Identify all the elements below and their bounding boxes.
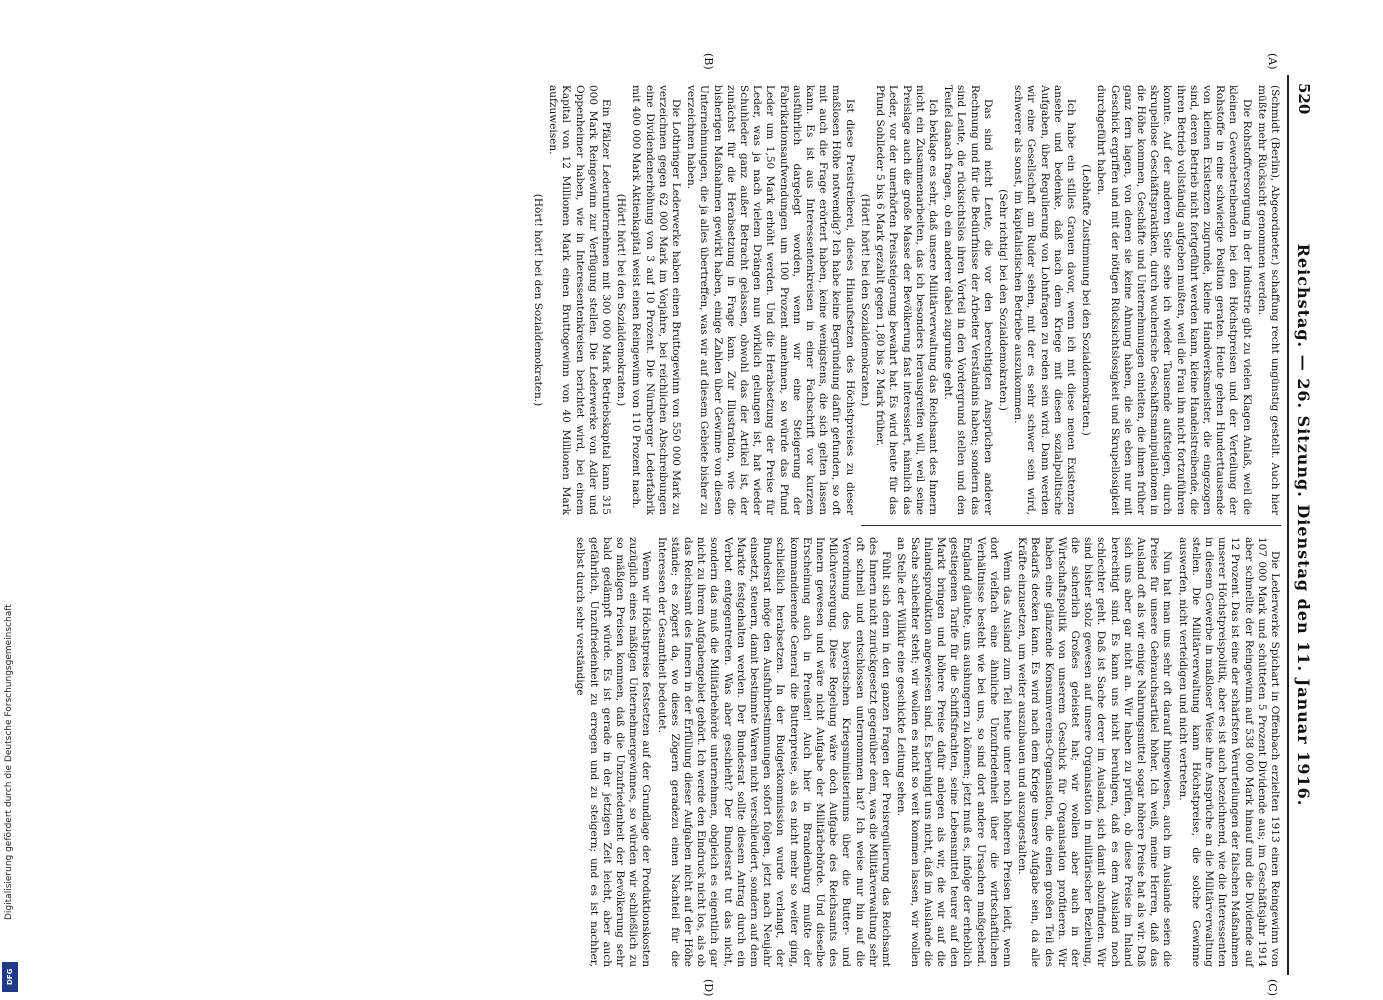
paragraph: Nun hat man uns sehr oft darauf hingewiesen, auch im Auslande seien die Preise für unsere Gebrauchsartikel höher. Ich weiß, meine Herren, daß das Ausland oft als wir einige Nahrungsmittel sogar höhere Preise hat als wir. Daß sich uns aber gar nicht an. Wir haben zu prüfen, ob diese Preise im Inland berechtigt sind. Es kann uns nicht beruhigen, daß es dem Ausland noch schlechter geht. Daß ist Sache derer im Ausland, sich damit abzufinden. Wir sind bisher stolz gewesen auf unsere Organisation in militärischer Beziehung, die sicherlich Großes geleistet hat; wir wollen aber auch in der Wirtschaftspolitik von unserem Geschick für Organisation profitieren. Wir haben eine glänzende Konsumvereins-Organisation, die einen großen Teil des Bedarfs decken kann. Es wird nach dem Kriege unsere Aufgabe sein, da alle Kräfte einzusetzen, um weiter auszubauen und auszugestalten. <box>1016 537 1174 967</box>
paragraph: Das sind nicht Leute, die vor den berechtigten Ansprüchen anderer Rechnung und für die Bedürfnisse der Arbeiter Verständnis haben; sondern das sind Leute, die rücksichtslos ihren Vorteil in den Vordergrund stellen und den Teufel danach fragen, ob ein anderer dabei zugrunde geht. <box>942 85 994 515</box>
digitization-credit: Digitalisierung gefördert durch die Deutsche Forschungsgemeinschaft <box>4 604 14 920</box>
document-page <box>55 53 1315 997</box>
paragraph: Die Rohstoffversorgung in der Industrie gibt zu vielen Klagen Anlaß, weil die kleinen Gewerbetreibenden bei den Höchstpreisen und der Verteilung der Rohstoffe in eine schwierige Position geraten. Heute gehen Hunderttausende von kleinen Existenzen zugrunde, kleine Handwerksmeister, die eingezogen sind, deren Betrieb nicht fortgeführt werden kann, kleine Handelstreibende, die ihren Betrieb vollständig aufgeben mußten, weil die Frau ihn nicht fortzuführen konnte. Auf der anderen Seite sehe ich wieder Tausende aufsteigen, durch skrupellose Geschäftspraktiken, durch wucherische Geschäftsmanipulationen in die Höhe kommen, Geschäfte und Unternehmungen einleiten, die ihnen früher ganz fern lagen, von denen sie keine Ahnung haben, die sie eben nur mit Geschick ergriffen und mit der nötigen Rücksichtslosigkeit und Skrupellosigkeit durchgeführt haben. <box>1095 85 1253 515</box>
margin-letter-b: (B) <box>702 53 715 70</box>
margin-letter-c: (C) <box>1266 979 1279 996</box>
left-column <box>529 85 1281 515</box>
page-number: 520 <box>1295 83 1313 115</box>
paragraph: Ich beklage es sehr, daß unsere Militärverwaltung das Reichsamt des Innern nicht ein Zusammenarbeiten, das ich besonders herausgreifen will, weil seine Preislage auch die große Masse der Bevölkerung fast interessiert, nämlich das Leder, vor der unerhörten Preissteigerung bewahrt hat. Es wird heute für das Pfund Sohlleder 5 bis 6 Mark gezahlt gegen 1,80 bis 2 Mark früher. <box>874 85 939 515</box>
interjection: (Lebhafte Zustimmung bei den Sozialdemokraten.) <box>1080 164 1093 436</box>
page-title: Reichstag. — 26. Sitzung. Dienstag den 11. Januar 1916. <box>1294 243 1313 807</box>
column-divider <box>861 525 1281 526</box>
paragraph: Die Lothringer Lederwerke haben einen Bruttogewinn von 550 000 Mark zu verzeichnen gegen 62 000 Mark im Vorjahre, bei reichlichen Abschreibungen eine Dividendenerhöhung von 3 auf 10 Prozent. Die Nürnberger Lederfabrik mit 400 000 Mark Aktienkapital weist einen Reingewinn von 110 Prozent nach. <box>630 85 683 515</box>
paragraph: Wenn das Ausland zum Teil heute unter noch höheren Preisen leidt, wenn dort vielfach eine ähnliche Unzufriedenheit über die wirtschaftlichen Verhältnisse besteht wie bei uns, so sind dort andere Ursachen maßgebend. England glaubte, uns aushungern zu können; jetzt muß es, infolge der erheblich gestiegenen Tarife für die Schiffsfrachten, seine Lebensmittel teurer auf den Markt bringen und höhere Preise dafür anlegen als wir, die wir auf die Inlandsproduktion angewiesen sind. Es beruhigt uns nicht, daß im Auslande die Sache schlechter steht; wir wollen es nicht so weit kommen lassen, wir wollen an Stelle der Willkür eine geschickte Leitung sehen. <box>895 537 1013 967</box>
paragraph: Fühlt sich denn in den ganzen Fragen der Preisregulierung das Reichsamt des Innern nicht zurückgesetzt gegenüber dem, was die Militärverwaltung sehr oft schnell und entschlossen unternommen hat? Ich weise nur hin auf die Verordnung des bayerischen Kriegsministeriums über die Butter- und Milchversorgung. Diese Regelung wäre doch Aufgabe des Reichsamts des Innern gewesen und wäre nicht Aufgabe der Militärbehörde. Und dieselbe Erscheinung auch in Preußen! Auch hier in Brandenburg mußte der kommandierende General die Butterpreise, als es nicht mehr so weiter ging, schließlich herabsetzen. In der Budgetkommission wurde verlangt, der Bundesrat möge den Ausfuhrbestimmungen sofort folgen, jetzt nach Neujahr einsetzt, steuern, damit bestimmte Waren nicht verschleudert, sondern auf dem Markte festgehalten werden. Der Bundesrat sollte diesem Antrag durch ein Verbot entgegentreten. Was aber geschieht? Der Bundesrat tut das nicht, sondern das muß die Militärbehörde unternehmen, obgleich es eigentlich gar nicht zu ihrem Aufgabengebiet gehört. Ich werde den Eindruck nicht los, als ob das Reichsamt des Innern in der Erfüllung dieser Aufgaben nicht auf der Höhe stände; es zögert da, wo dieses Zögern geradezu einen Nachteil für die Interessen der Gesamtheit bedeutet. <box>655 537 893 967</box>
interjection: (Sehr richtig! bei den Sozialdemokraten.) <box>996 189 1009 411</box>
paragraph: Ist diese Preistreiberei, dieses Hinaufsetzen des Höchstpreises zu dieser maßlosen Höhe notwendig? Ich habe keine Begründung dafür gefunden, so oft mit auch die Frage erörtert haben, keine wenigstens, die sich gelten lassen kann. Es ist aus Interessentenkreisen in einer Fachschrift vor kurzem ausführlich dargelegt worden, wenn wir eine Steigerung der Fabrikationsaufwendungen um 100 Prozent annehmen, so würde das Pfund Leder um 1,50 Mark erhöht werden. Und die Herabsetzung der Preise für Leder, was ja nach vielem Drängen nun wirklich gelungen ist, hat wieder Schuhleder ganz außer Betracht gelassen, obwohl das der Artikel ist, der zunächst für die Herabsetzung in Frage kam. Zur Illustration, wie die bisherigen Maßnahmen gewirkt haben, einige Zahlen über Gewinne von diesen Unternehmungen, die ja alles übertreffen, was wir auf diesem Gebiete bisher zu verzeichnen haben. <box>685 85 856 515</box>
page-header <box>1287 75 1315 975</box>
dfg-logo: DFG <box>2 962 18 992</box>
interjection: (Hört! hört! bei den Sozialdemokraten.) <box>532 193 545 407</box>
interjection: (Hört! hört! bei den Sozialdemokraten.) <box>615 193 628 407</box>
paragraph: Die Lederwerke Spichart in Offenbach erzielten 1913 einen Reingewinn von 107 000 Mark und schütteten 5 Prozent Dividende aus; im Geschäftsjahr 1914 aber schnellte der Reingewinn auf 538 000 Mark hinauf und die Dividende auf 12 Prozent. Das ist eine der schärfsten Verurteilungen der falschen Maßnahmen unserer Höchstpreispolitik, aber es ist auch bezeichnend, wie die Interessenten in diesem Gewerbe in maßloser Weise ihre Ansprüche an die Militärverwaltung stellen. Die Militärverwaltung kann Höchstpreise, die solche Gewinne auswerfen, nicht verteidigen und nicht vertreten. <box>1176 537 1281 967</box>
margin-letter-a: (A) <box>1266 53 1279 70</box>
paragraph: Ein Pfälzer Lederunternehmen mit 300 000 Mark Betriebskapital kann 315 000 Mark Reingewinn zur Verfügung stellen. Die Lederwerke von Adler und Oppenheimer haben, wie in Interessentenkreisen berichtet wird, bei einem Kapital von 12 Millionen Mark einen Bruttogewinn von 40 Millionen Mark aufzuweisen. <box>547 85 613 515</box>
right-column <box>571 537 1281 967</box>
interjection: (Hört! hört! bei den Sozialdemokraten.) <box>858 193 871 407</box>
paragraph: Ich habe ein stilles Grauen davor, wenn ich mit diese neuen Existenzen ansehe und bedenke, daß nach dem Kriege mit diesen sozialpolitische Aufgaben, über Regulierung von Lohnfragen zu reden sein wird. Dann werden wir eine Gesellschaft am Ruder sehen, mit der es sehr schwer sein wird, schwerer als sonst, im kapitalistischen Betriebe auszukommen. <box>1012 85 1077 515</box>
paragraph: (Schmidt (Berlin), Abgeordneter.) schaffung recht ungünstig gestellt. Auch hier müßte mehr Rücksicht genommen werden. <box>1255 85 1281 515</box>
paragraph: Wenn wir Höchstpreise festsetzen auf der Grundlage der Produktionskosten zuzüglich eines mäßigen Unternehmergewinnes, so würden wir schließlich zu so mäßigen Preisen kommen, daß die Unzufriedenheit der Bevölkerung sehr bald gedämpft würde. Es ist gerade in der jetzigen Zeit leicht, aber auch gefährlich, Unzufriedenheit zu erregen und zu steigern; und es ist nachher, selbst durch sehr verständige <box>574 537 653 967</box>
margin-letter-d: (D) <box>702 979 715 997</box>
